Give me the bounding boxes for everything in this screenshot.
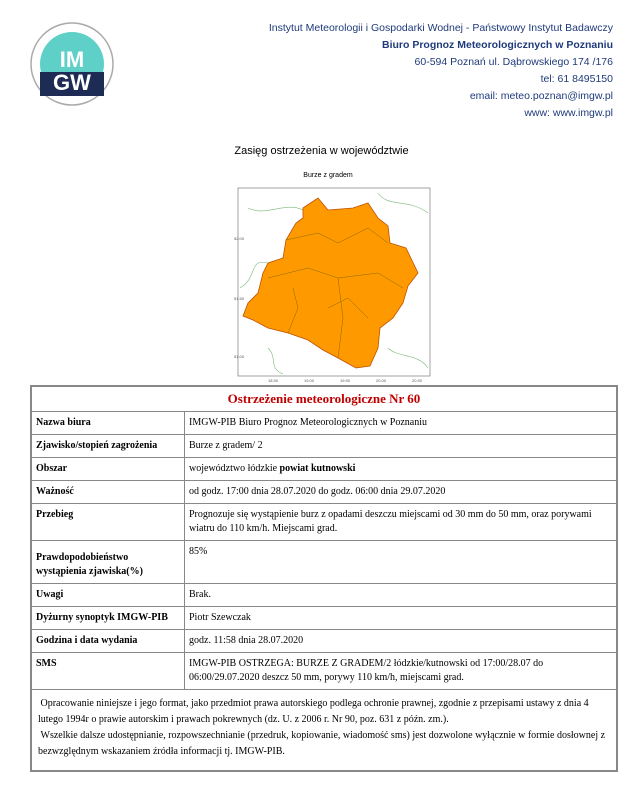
row-label: Obszar — [31, 458, 185, 481]
table-row — [31, 458, 617, 481]
row-value: IMGW-PIB OSTRZEGA: BURZE Z GRADEM/2 łódzkie/kutnowski od 17:00/28.07 do 06:00/29.07.2020 deszcz 50 mm, porywy 110 km/h, miejscami grad. — [185, 653, 618, 690]
table-row — [31, 607, 617, 630]
row-label: Nazwa biura — [31, 412, 185, 435]
row-label: Zjawisko/stopień zagrożenia — [31, 435, 185, 458]
row-value: 85% — [185, 541, 618, 584]
table-row — [31, 481, 617, 504]
row-value: godz. 11:58 dnia 28.07.2020 — [185, 630, 618, 653]
y-tick: 51.50 — [234, 296, 245, 301]
table-row — [31, 630, 617, 653]
x-tick: 19.50 — [340, 378, 351, 383]
usage-text: Wszelkie dalsze udostępnianie, rozpowszechnianie (przedruk, kopiowanie, wiadomość sms) jest dozwolone wyłącznie w formie dosłownej z bezwzględnym wskazaniem źródła informacji tj. IMGW-PIB. — [38, 730, 606, 757]
copyright-notice — [31, 690, 617, 772]
copyright-text: Opracowanie niniejsze i jego format, jako przedmiot prawa autorskiego podlega ochronie prawnej, zgodnie z przepisami ustawy z dnia 4 lutego 1994r o prawie autorskim i prawach pokrewnych (dz. U. z 2006 r. Nr 90, poz. 631 z późn. zm.). — [38, 698, 589, 725]
svg-text:IM: IM — [59, 47, 85, 72]
x-tick: 18.50 — [268, 378, 279, 383]
county: powiat kutnowski — [279, 463, 356, 474]
table-row — [31, 412, 617, 435]
email[interactable]: email: meteo.poznan@imgw.pl — [469, 90, 613, 102]
warning-map — [228, 168, 433, 386]
row-value: Brak. — [185, 584, 618, 607]
y-tick: 52.00 — [234, 236, 245, 241]
office-name: Biuro Prognoz Meteorologicznych w Poznaniu — [381, 39, 613, 51]
row-value: Prognozuje się wystąpienie burz z opadami deszczu miejscami od 30 mm do 50 mm, oraz porywami wiatru do 110 km/h. Miejscami grad. — [185, 504, 618, 541]
x-tick: 20.00 — [376, 378, 387, 383]
imgw-logo — [30, 22, 114, 106]
region: województwo łódzkie — [189, 463, 280, 474]
row-label: Dyżurny synoptyk IMGW-PIB — [31, 607, 185, 630]
row-value: od godz. 17:00 dnia 28.07.2020 do godz. 06:00 dnia 29.07.2020 — [185, 481, 618, 504]
address: 60-594 Poznań ul. Dąbrowskiego 174 /176 — [414, 56, 613, 68]
institute-name: Instytut Meteorologii i Gospodarki Wodnej - Państwowy Instytut Badawczy — [268, 22, 613, 34]
table-row — [31, 541, 617, 584]
row-label: Uwagi — [31, 584, 185, 607]
row-value: Piotr Szewczak — [185, 607, 618, 630]
map-title: Burze z gradem — [303, 172, 353, 179]
map-heading: Zasięg ostrzeżenia w województwie — [234, 145, 409, 157]
row-value: Burze z gradem/ 2 — [185, 435, 618, 458]
row-label: Prawdopodobieństwo wystąpienia zjawiska(%) — [31, 541, 185, 584]
warning-title: Ostrzeżenie meteorologiczne Nr 60 — [31, 386, 617, 412]
table-row — [31, 504, 617, 541]
institute-header — [269, 20, 613, 122]
website[interactable]: www: www.imgw.pl — [524, 107, 613, 119]
row-label: Przebieg — [31, 504, 185, 541]
x-tick: 20.50 — [412, 378, 423, 383]
y-tick: 51.00 — [234, 354, 245, 359]
row-label: Ważność — [31, 481, 185, 504]
table-row — [31, 584, 617, 607]
svg-text:GW: GW — [53, 70, 91, 95]
table-row — [31, 653, 617, 690]
warning-table — [30, 385, 618, 772]
x-tick: 19.00 — [304, 378, 315, 383]
table-row — [31, 435, 617, 458]
row-value: IMGW-PIB Biuro Prognoz Meteorologicznych w Poznaniu — [185, 412, 618, 435]
row-label: SMS — [31, 653, 185, 690]
row-label: Godzina i data wydania — [31, 630, 185, 653]
phone: tel: 61 8495150 — [540, 73, 613, 85]
row-value — [185, 458, 618, 481]
